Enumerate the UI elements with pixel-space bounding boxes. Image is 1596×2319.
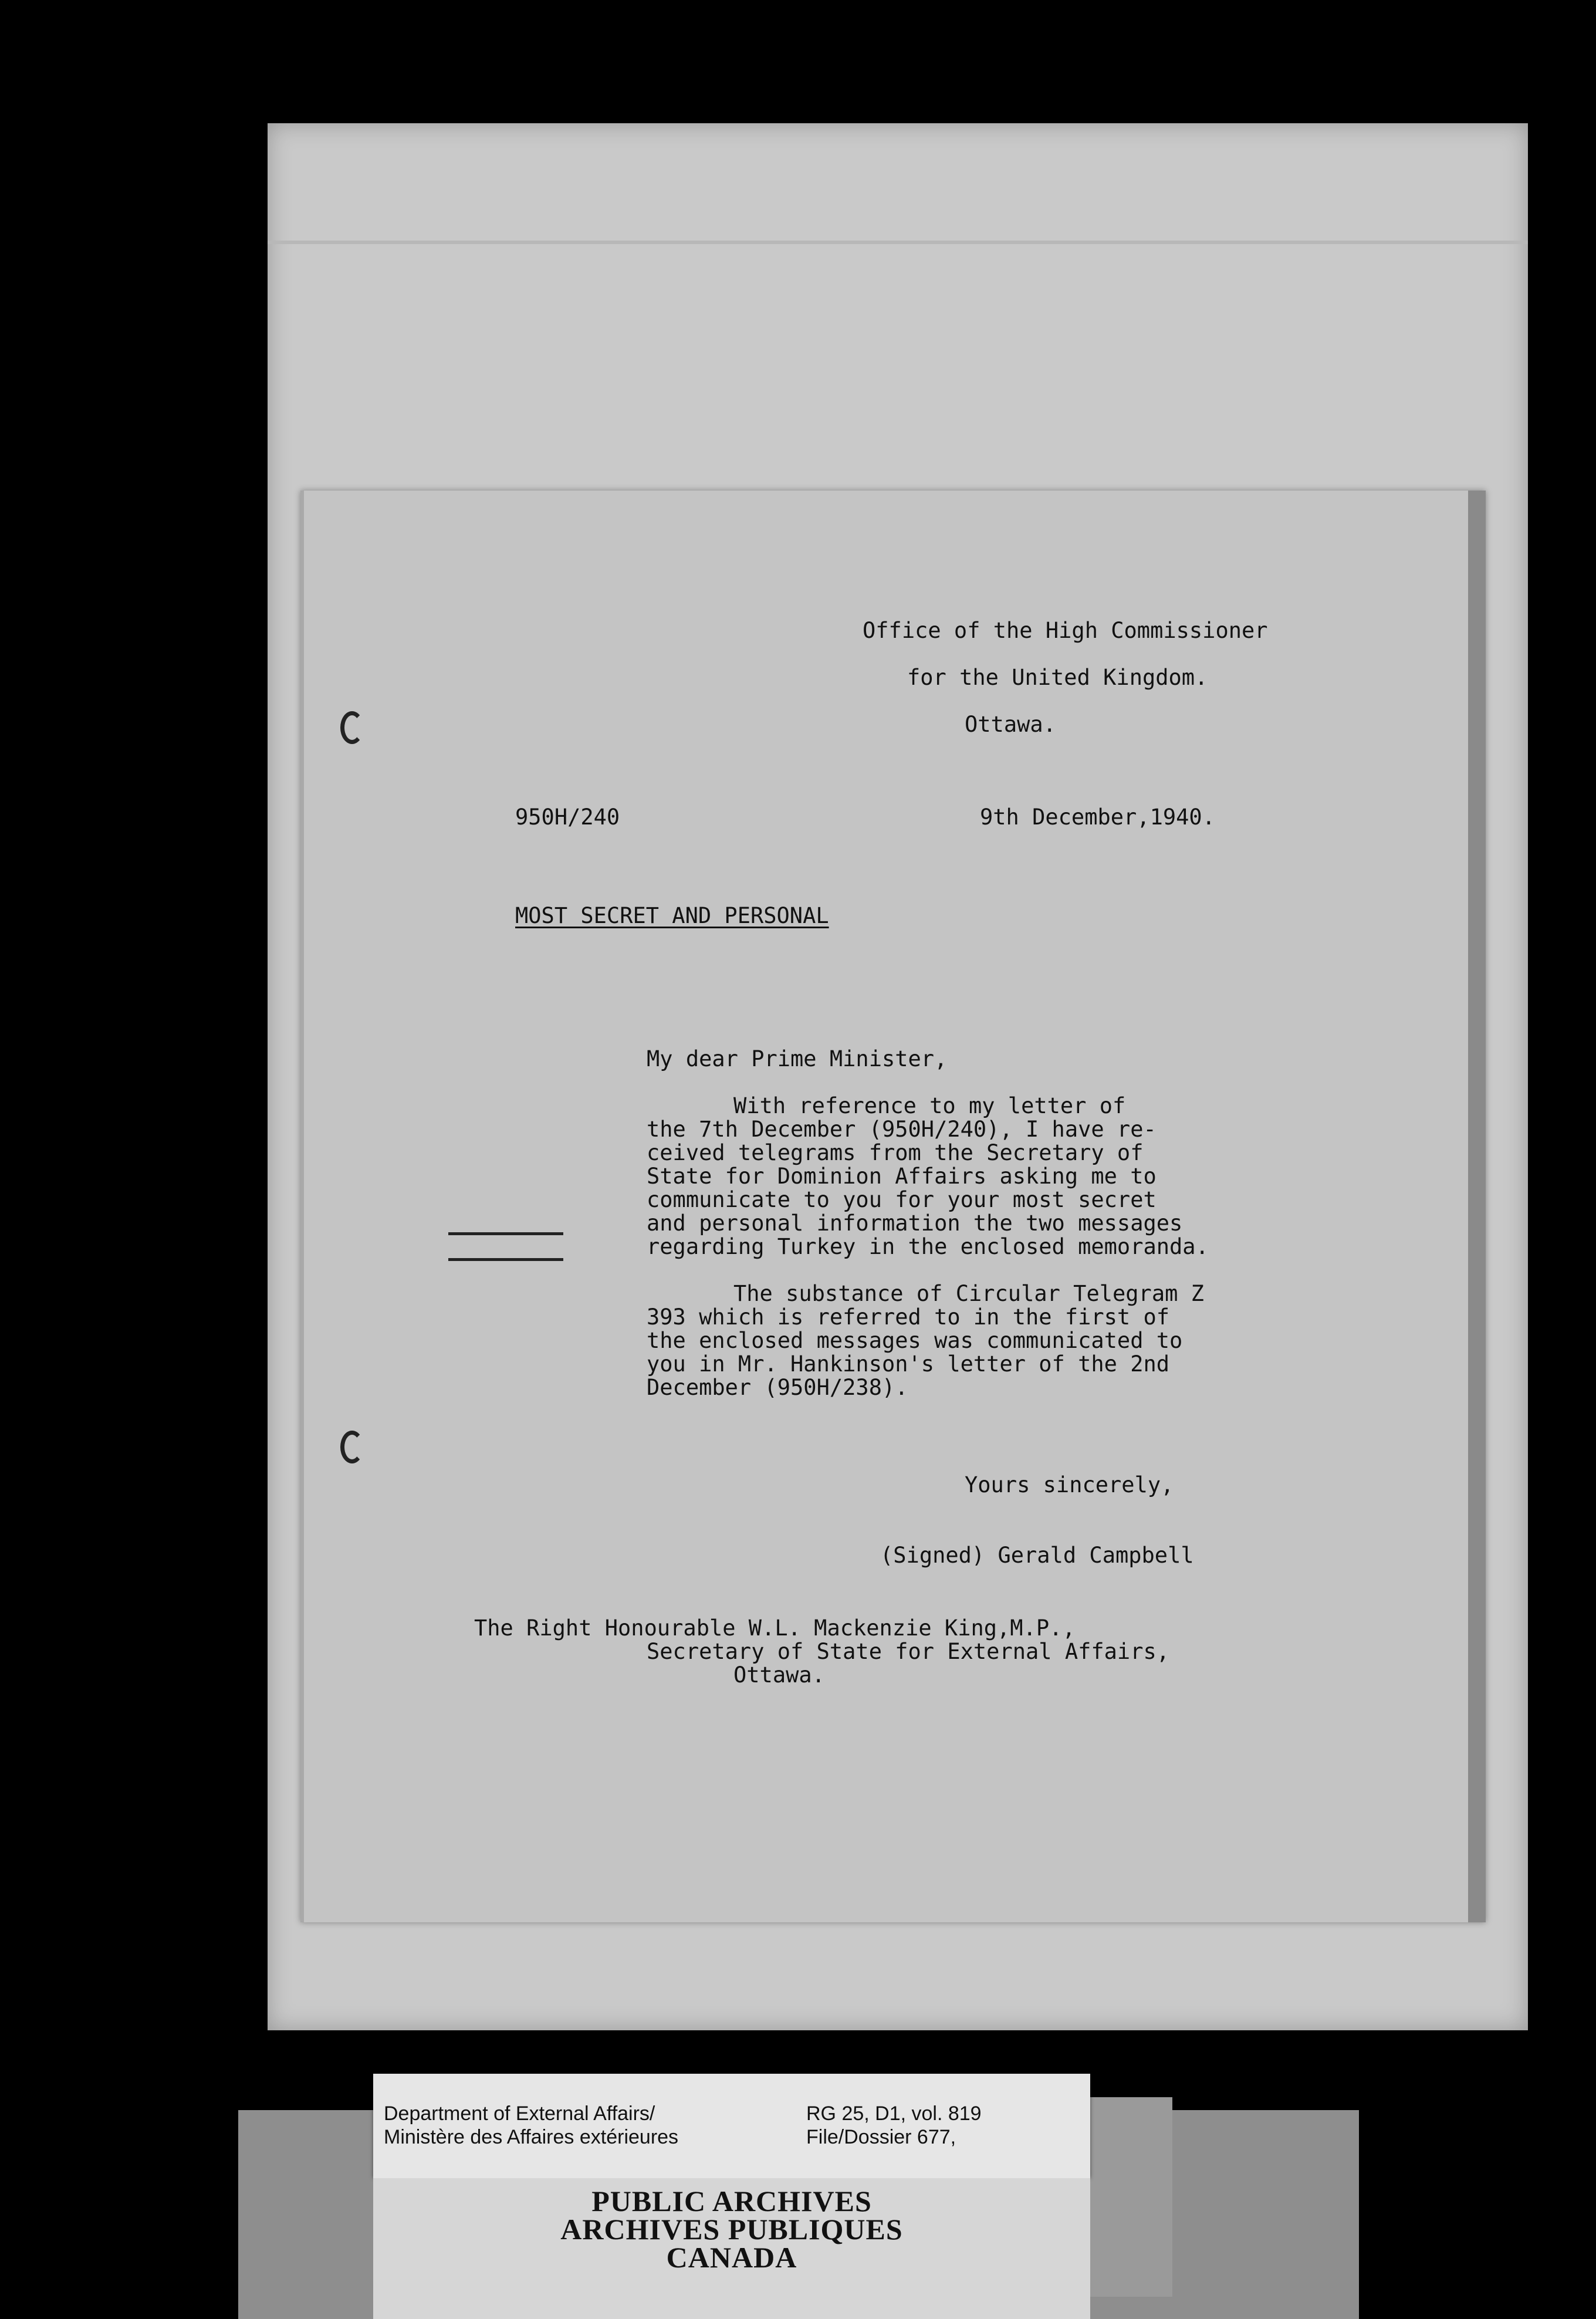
paragraph-2-line: The substance of Circular Telegram Z — [733, 1281, 1204, 1306]
signature: (Signed) Gerald Campbell — [880, 1543, 1194, 1568]
letterhead-line-2: for the United Kingdom. — [907, 665, 1208, 690]
letterhead-line-3: Ottawa. — [965, 712, 1056, 737]
addressee-line-1: The Right Honourable W.L. Mackenzie King,M.P., — [474, 1615, 1076, 1641]
addressee-line-3: Ottawa. — [733, 1662, 825, 1688]
classification-heading: MOST SECRET AND PERSONAL — [515, 903, 829, 928]
label-holder-tab — [1090, 2097, 1172, 2297]
archive-label — [373, 2074, 1090, 2178]
closing: Yours sincerely, — [965, 1472, 1174, 1497]
record-group: RG 25, D1, vol. 819 — [806, 2102, 982, 2125]
department-fr: Ministère des Affaires extérieures — [384, 2126, 679, 2148]
paragraph-1-line: and personal information the two messages — [647, 1211, 1183, 1236]
fold-line — [268, 241, 1528, 244]
punch-hole-bottom — [340, 1431, 364, 1463]
stamp-line-2: ARCHIVES PUBLIQUES — [560, 2213, 903, 2246]
letterhead-line-1: Office of the High Commissioner — [863, 618, 1268, 643]
paragraph-1-line: the 7th December (950H/240), I have re- — [647, 1117, 1157, 1142]
margin-mark — [448, 1258, 563, 1261]
letter-date: 9th December,1940. — [980, 804, 1215, 830]
margin-mark — [448, 1232, 563, 1235]
paragraph-1-line: regarding Turkey in the enclosed memoranda. — [647, 1234, 1209, 1259]
reference-number: 950H/240 — [515, 804, 620, 830]
paragraph-1-line: ceived telegrams from the Secretary of — [647, 1140, 1144, 1165]
typed-letter — [300, 491, 1486, 1922]
stamp-line-3: CANADA — [666, 2241, 797, 2274]
stamp-line-1: PUBLIC ARCHIVES — [591, 2185, 872, 2217]
paragraph-2-line: December (950H/238). — [647, 1375, 908, 1400]
archives-stamp — [373, 2178, 1090, 2319]
paragraph-2-line: 393 which is referred to in the first of — [647, 1304, 1170, 1330]
department-en: Department of External Affairs/ — [384, 2102, 655, 2125]
paragraph-1-line: communicate to you for your most secret — [647, 1187, 1157, 1212]
paragraph-2-line: the enclosed messages was communicated to — [647, 1328, 1183, 1353]
punch-hole-top — [340, 711, 364, 744]
file-number: File/Dossier 677, — [806, 2126, 956, 2148]
paragraph-2-line: you in Mr. Hankinson's letter of the 2nd — [647, 1351, 1170, 1377]
paragraph-1-line: State for Dominion Affairs asking me to — [647, 1164, 1157, 1189]
salutation: My dear Prime Minister, — [647, 1046, 948, 1071]
paragraph-1-line: With reference to my letter of — [733, 1093, 1126, 1118]
addressee-line-2: Secretary of State for External Affairs, — [647, 1639, 1170, 1664]
